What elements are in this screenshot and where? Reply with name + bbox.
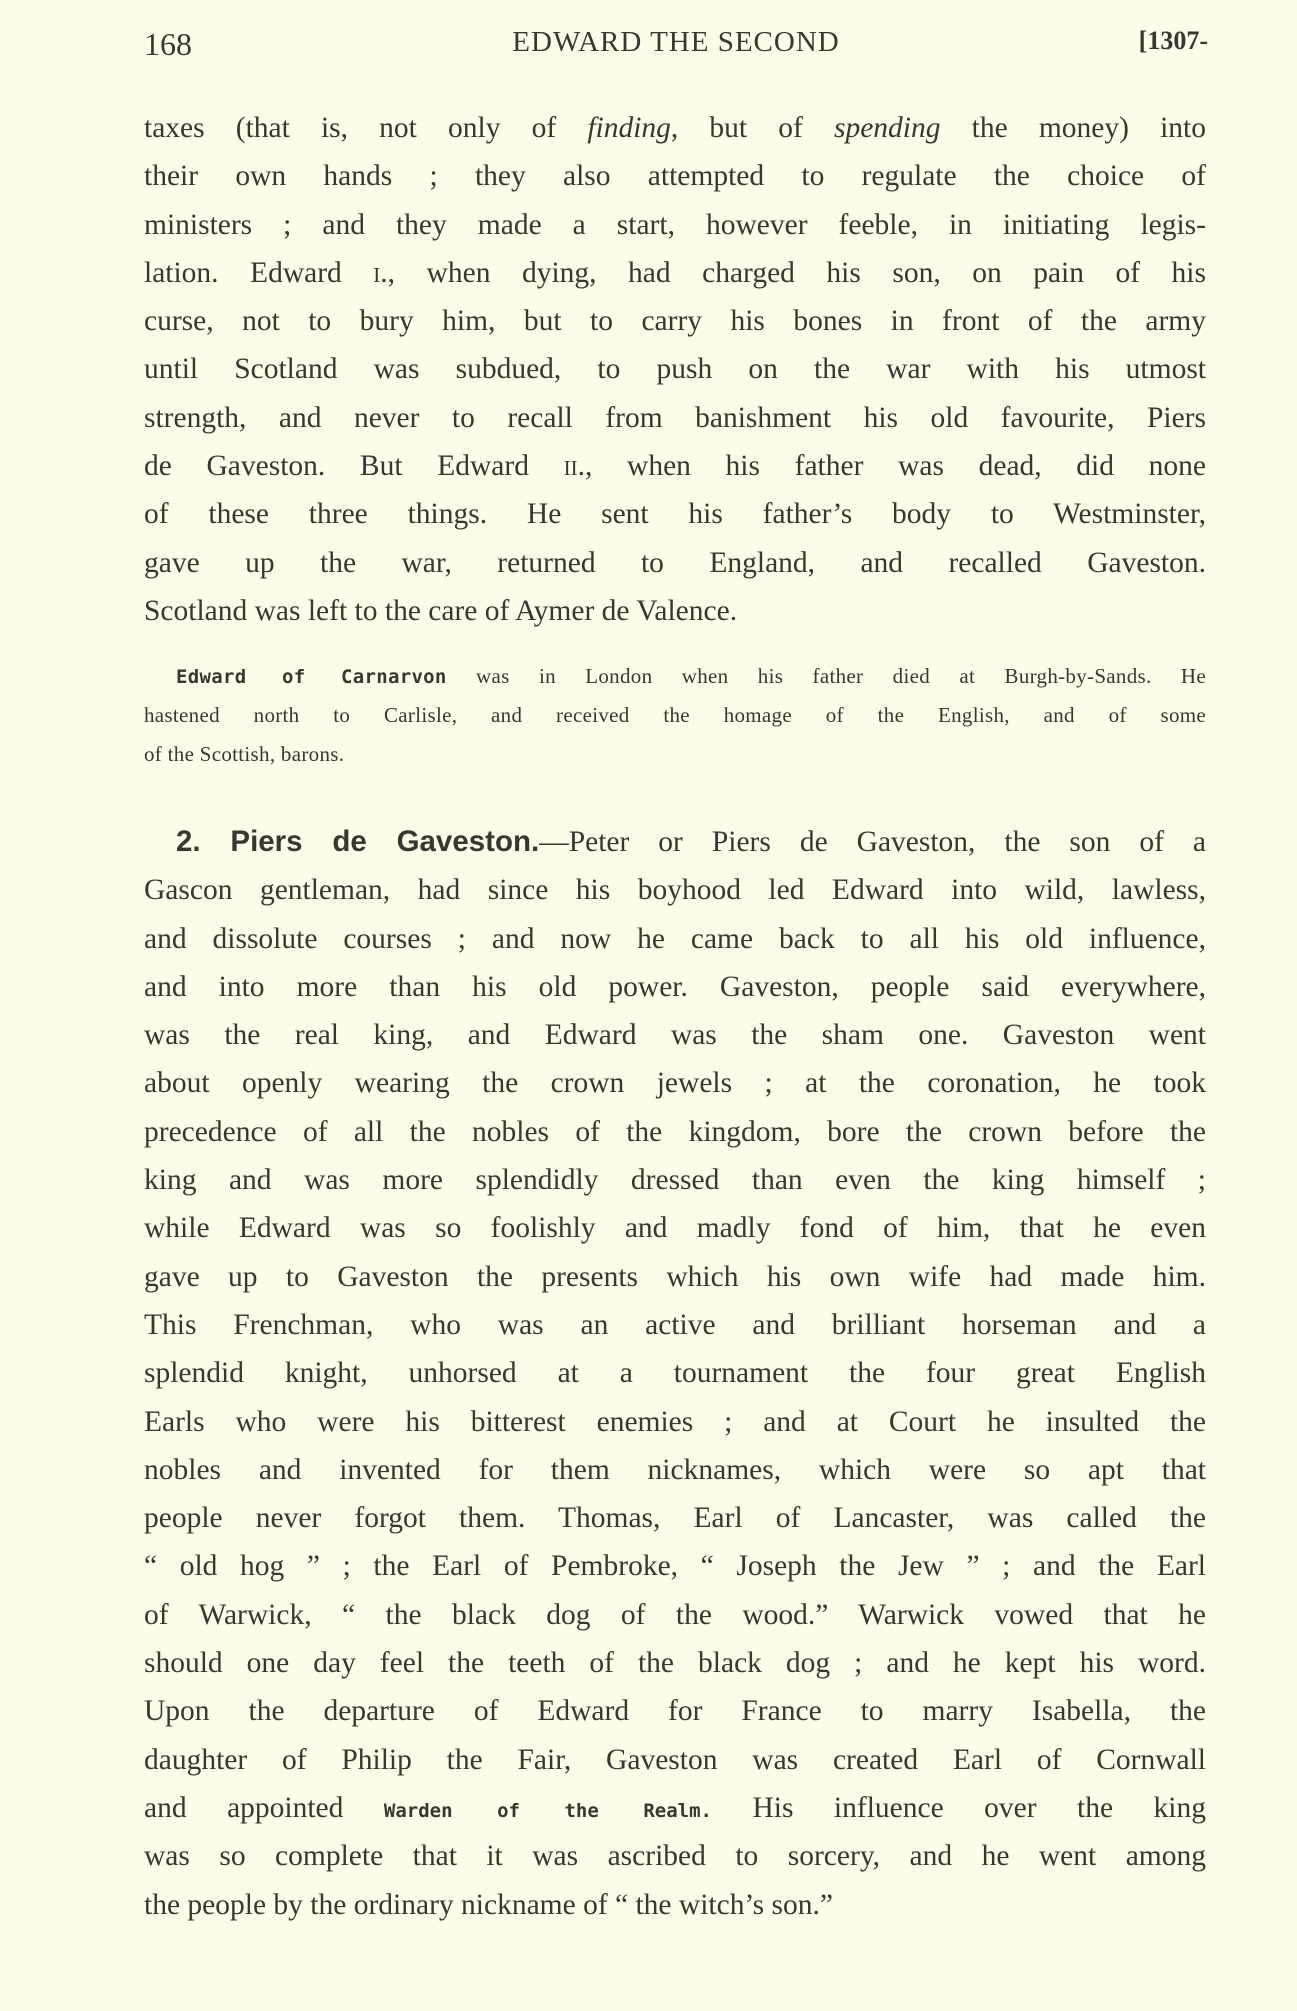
bold-term: Warden of the Realm. xyxy=(383,1799,712,1822)
text-line xyxy=(144,1253,1206,1301)
section-heading: 2. Piers de Gaveston. xyxy=(176,825,540,858)
text-line xyxy=(144,1059,1206,1107)
text-span: , when his father was dead, did none xyxy=(584,450,1206,483)
text-span: curse, not to bury him, but to carry his bones in front of the army xyxy=(144,305,1206,338)
text-span: Scotland was left to the care of Aymer de Valence. xyxy=(144,594,738,627)
text-line xyxy=(144,1301,1206,1349)
text-span: nobles and invented for them nicknames, which were so apt that xyxy=(144,1453,1206,1486)
text-span: Earls who were his bitterest enemies ; and at Court he insulted the xyxy=(144,1405,1206,1438)
text-line xyxy=(144,735,1206,774)
text-line xyxy=(144,1881,1206,1929)
text-line xyxy=(144,1494,1206,1542)
text-span: strength, and never to recall from banishment his old favourite, Piers xyxy=(144,401,1206,434)
text-span: of the Scottish, barons. xyxy=(144,742,345,766)
text-span: ministers ; and they made a start, however feeble, in initiating legis- xyxy=(144,208,1206,241)
text-span: was in London when his father died at Burgh-by-Sands. He xyxy=(446,664,1206,688)
text-line xyxy=(144,1736,1206,1784)
text-line xyxy=(144,915,1206,963)
running-header xyxy=(144,26,1208,70)
text-line xyxy=(144,297,1206,345)
text-span: until Scotland was subdued, to push on the war with his utmost xyxy=(144,353,1206,386)
text-span: the money) into xyxy=(940,112,1206,144)
text-line xyxy=(144,1011,1206,1059)
text-line xyxy=(144,657,1206,696)
text-span: , when dying, had charged his son, on pain of his xyxy=(387,256,1206,289)
text-span: was the real king, and Edward was the sham one. Gaveston went xyxy=(144,1019,1206,1052)
section-piers-de-gaveston xyxy=(144,818,1206,1929)
footnote-block xyxy=(144,657,1206,774)
text-line xyxy=(144,442,1206,490)
text-span: spending xyxy=(833,112,941,144)
paragraph-intro xyxy=(144,104,1206,635)
text-line xyxy=(144,104,1206,152)
text-span: taxes (that is, not only of xyxy=(144,112,588,144)
text-span: their own hands ; they also attempted to regulate the choice of xyxy=(144,160,1206,193)
year-marker: [1307- xyxy=(1138,26,1208,55)
text-line xyxy=(144,963,1206,1011)
text-line xyxy=(144,490,1206,538)
text-span: His influence over the king xyxy=(711,1791,1206,1824)
text-line xyxy=(144,1446,1206,1494)
text-line xyxy=(144,1156,1206,1204)
text-span: while Edward was so foolishly and madly fond of him, that he even xyxy=(144,1212,1206,1245)
text-line xyxy=(144,345,1206,393)
text-line xyxy=(144,696,1206,735)
text-span: , but of xyxy=(670,112,834,144)
text-span: Gascon gentleman, had since his boyhood led Edward into wild, lawless, xyxy=(144,874,1206,907)
text-line xyxy=(144,1832,1206,1880)
text-line xyxy=(144,1349,1206,1397)
text-line xyxy=(144,1591,1206,1639)
text-line xyxy=(144,1639,1206,1687)
text-span: of Warwick, “ the black dog of the wood.” Warwick vowed that he xyxy=(144,1598,1206,1631)
bold-term: Edward of Carnarvon xyxy=(176,666,447,688)
text-span: Upon the departure of Edward for France to marry Isabella, the xyxy=(144,1695,1206,1728)
text-line xyxy=(144,1108,1206,1156)
text-span: of these three things. He sent his father’s body to Westminster, xyxy=(144,498,1206,531)
text-line xyxy=(144,587,1206,635)
text-line xyxy=(144,1542,1206,1590)
text-span: people never forgot them. Thomas, Earl of Lancaster, was called the xyxy=(144,1502,1206,1535)
text-span: daughter of Philip the Fair, Gaveston was created Earl of Cornwall xyxy=(144,1743,1206,1776)
text-span: and appointed xyxy=(144,1791,384,1824)
text-span: splendid knight, unhorsed at a tournament the four great English xyxy=(144,1357,1206,1390)
text-span: the people by the ordinary nickname of “ the witch’s son.” xyxy=(144,1888,833,1921)
text-span: gave up to Gaveston the presents which his own wife had made him. xyxy=(144,1260,1206,1293)
text-span: precedence of all the nobles of the kingdom, bore the crown before the xyxy=(144,1115,1206,1148)
text-line xyxy=(144,539,1206,587)
text-span: i. xyxy=(373,256,388,289)
text-line xyxy=(144,1398,1206,1446)
text-line xyxy=(144,1687,1206,1735)
text-span: and dissolute courses ; and now he came back to all his old influence, xyxy=(144,922,1206,955)
text-line xyxy=(144,1204,1206,1252)
running-title: EDWARD THE SECOND xyxy=(512,26,840,58)
text-line xyxy=(144,1784,1206,1832)
text-span: ii. xyxy=(563,450,585,483)
text-line xyxy=(144,866,1206,914)
text-span: hastened north to Carlisle, and received the homage of the English, and of some xyxy=(144,703,1206,727)
text-span: This Frenchman, who was an active and brilliant horseman and a xyxy=(144,1308,1206,1341)
text-span: gave up the war, returned to England, and recalled Gaveston. xyxy=(144,546,1206,579)
text-line xyxy=(144,152,1206,200)
text-span: was so complete that it was ascribed to sorcery, and he went among xyxy=(144,1840,1206,1873)
text-span: “ old hog ” ; the Earl of Pembroke, “ Joseph the Jew ” ; and the Earl xyxy=(144,1550,1206,1583)
page-number: 168 xyxy=(144,26,192,62)
text-span: and into more than his old power. Gaveston, people said everywhere, xyxy=(144,970,1206,1003)
text-line xyxy=(144,201,1206,249)
text-line xyxy=(144,394,1206,442)
text-span: about openly wearing the crown jewels ; at the coronation, he took xyxy=(144,1067,1206,1100)
text-span: finding xyxy=(587,112,671,144)
text-span: de Gaveston. But Edward xyxy=(144,450,564,483)
text-line xyxy=(144,249,1206,297)
text-span: —Peter or Piers de Gaveston, the son of a xyxy=(539,826,1207,858)
text-span: should one day feel the teeth of the black dog ; and he kept his word. xyxy=(144,1647,1206,1680)
text-line xyxy=(144,818,1206,866)
text-span: king and was more splendidly dressed than even the king himself ; xyxy=(144,1164,1206,1197)
text-span: lation. Edward xyxy=(144,256,374,289)
